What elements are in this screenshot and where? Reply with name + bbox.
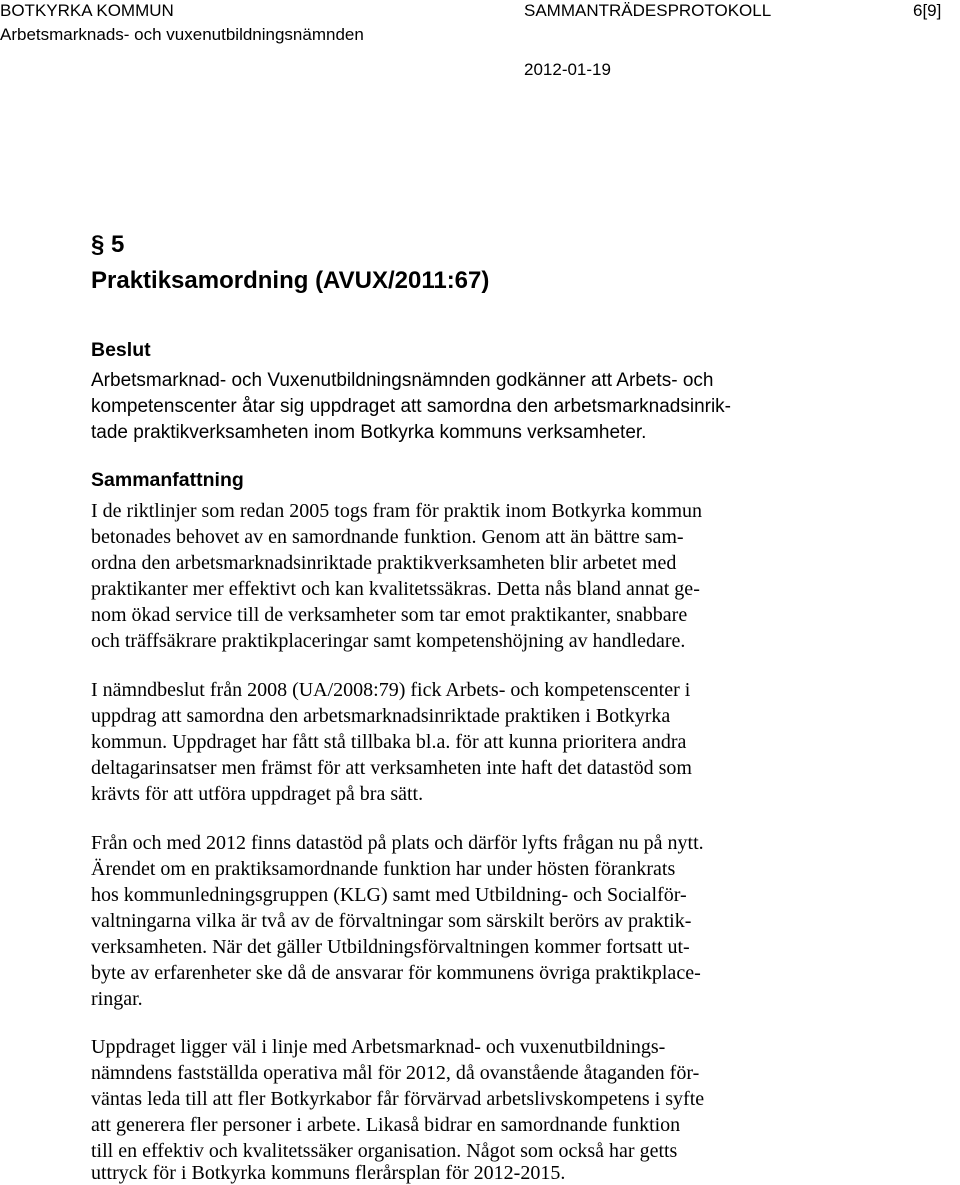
- text-line: hos kommunledningsgruppen (KLG) samt med Utbildning- och Socialför-: [91, 884, 687, 906]
- text-line: Från och med 2012 finns datastöd på plats och därför lyfts frågan nu på nytt.: [91, 832, 704, 854]
- text-line: ringar.: [91, 988, 143, 1010]
- text-line: betonades behovet av en samordnande funktion. Genom att än bättre sam-: [91, 526, 684, 548]
- item-title: Praktiksamordning (AVUX/2011:67): [91, 267, 490, 294]
- department-name: Arbetsmarknads- och vuxenutbildningsnämnden: [0, 25, 364, 44]
- text-line: att generera fler personer i arbete. Likaså bidrar en samordnande funktion: [91, 1114, 681, 1136]
- page-number: 6[9]: [913, 1, 942, 20]
- org-name: BOTKYRKA KOMMUN: [0, 1, 174, 20]
- text-line: deltagarinsatser men främst för att verksamheten inte haft det datastöd som: [91, 757, 692, 779]
- beslut-line: kompetenscenter åtar sig uppdraget att samordna den arbetsmarknadsinrik-: [91, 396, 732, 417]
- text-line: I de riktlinjer som redan 2005 togs fram för praktik inom Botkyrka kommun: [91, 500, 702, 522]
- text-line: ordna den arbetsmarknadsinriktade praktikverksamheten blir arbetet med: [91, 552, 677, 574]
- text-line: krävts för att utföra uppdraget på bra sätt.: [91, 783, 424, 805]
- beslut-line: tade praktikverksamheten inom Botkyrka kommuns verksamheter.: [91, 422, 647, 443]
- text-line: uttryck för i Botkyrka kommuns flerårsplan för 2012-2015.: [91, 1162, 566, 1184]
- item-number: § 5: [91, 231, 125, 258]
- text-line: praktikanter mer effektivt och kan kvalitetssäkras. Detta nås bland annat ge-: [91, 578, 700, 600]
- text-line: nom ökad service till de verksamheter som tar emot praktikanter, snabbare: [91, 604, 688, 626]
- text-line: väntas leda till att fler Botkyrkabor får förvärvad arbetslivskompetens i syfte: [91, 1088, 705, 1110]
- text-line: nämndens fastställda operativa mål för 2012, då ovanstående åtaganden för-: [91, 1062, 700, 1084]
- text-line: verksamheten. När det gäller Utbildningsförvaltningen kommer fortsatt ut-: [91, 936, 690, 958]
- text-line: uppdrag att samordna den arbetsmarknadsinriktade praktiken i Botkyrka: [91, 705, 671, 727]
- text-line: till en effektiv och kvalitetssäker organisation. Något som också har getts: [91, 1140, 678, 1162]
- meeting-date: 2012-01-19: [524, 60, 611, 79]
- beslut-line: Arbetsmarknad- och Vuxenutbildningsnämnden godkänner att Arbets- och: [91, 370, 714, 391]
- document-type: SAMMANTRÄDESPROTOKOLL: [524, 1, 772, 20]
- text-line: valtningarna vilka är två av de förvaltningar som särskilt berörs av praktik-: [91, 910, 692, 932]
- text-line: och träffsäkrare praktikplaceringar samt kompetenshöjning av handledare.: [91, 630, 686, 652]
- text-line: byte av erfarenheter ske då de ansvarar för kommunens övriga praktikplace-: [91, 962, 701, 984]
- sammanfattning-heading: Sammanfattning: [91, 469, 244, 491]
- text-line: Uppdraget ligger väl i linje med Arbetsmarknad- och vuxenutbildnings-: [91, 1036, 666, 1058]
- text-line: Ärendet om en praktiksamordnande funktion har under hösten förankrats: [91, 858, 676, 880]
- text-line: I nämndbeslut från 2008 (UA/2008:79) fick Arbets- och kompetenscenter i: [91, 679, 691, 701]
- beslut-heading: Beslut: [91, 339, 151, 361]
- text-line: kommun. Uppdraget har fått stå tillbaka bl.a. för att kunna prioritera andra: [91, 731, 687, 753]
